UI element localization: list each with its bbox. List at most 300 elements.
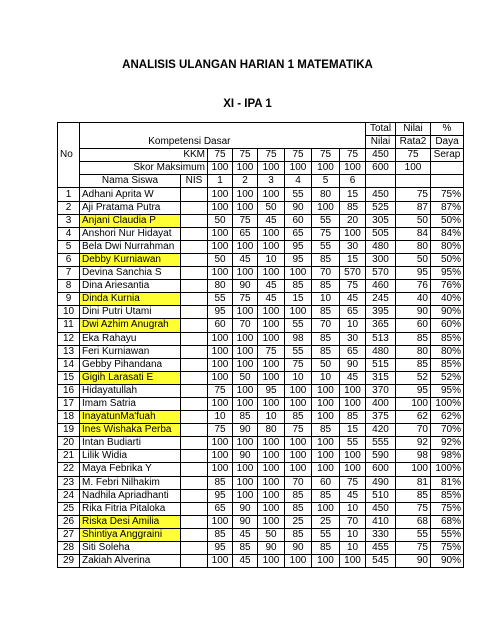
pct-cell: 92% <box>431 437 464 450</box>
score-cell: 85 <box>340 411 366 424</box>
score-cell: 85 <box>285 280 312 293</box>
score-cell: 55 <box>285 319 312 332</box>
nama-header: Nama Siswa <box>80 175 181 188</box>
avg-cell: 95 <box>396 384 431 397</box>
row-number: 25 <box>58 502 80 515</box>
score-cell: 100 <box>208 515 233 528</box>
score-cell: 100 <box>285 555 312 568</box>
score-cell: 95 <box>208 542 233 555</box>
table-row <box>58 188 464 201</box>
no-header: No <box>58 149 80 162</box>
score-cell: 55 <box>312 240 340 253</box>
score-cell: 100 <box>233 358 258 371</box>
score-cell: 100 <box>208 240 233 253</box>
avg-cell: 85 <box>396 489 431 502</box>
score-cell: 10 <box>340 528 366 541</box>
avg-cell: 52 <box>396 371 431 384</box>
score-cell: 20 <box>340 214 366 227</box>
avg-cell: 100 <box>396 397 431 410</box>
score-cell: 60 <box>285 214 312 227</box>
row-number: 15 <box>58 371 80 384</box>
nis-cell <box>181 188 208 201</box>
score-cell: 100 <box>340 384 366 397</box>
score-cell: 10 <box>258 411 285 424</box>
total-cell: 513 <box>366 332 396 345</box>
score-cell: 100 <box>258 437 285 450</box>
nis-header: NIS <box>181 175 208 188</box>
student-name: Ines Wishaka Perba <box>80 424 181 437</box>
avg-cell: 76 <box>396 280 431 293</box>
header-cell <box>233 136 366 149</box>
score-cell: 100 <box>258 555 285 568</box>
score-cell: 55 <box>312 214 340 227</box>
score-cell: 95 <box>285 240 312 253</box>
student-name: InayatunMa'fuah <box>80 411 181 424</box>
score-cell: 85 <box>208 528 233 541</box>
score-cell: 45 <box>233 528 258 541</box>
kompetensi-header: Kompetensi Dasar <box>80 136 233 149</box>
row-number: 8 <box>58 280 80 293</box>
score-cell: 100 <box>312 201 340 214</box>
score-cell: 45 <box>258 293 285 306</box>
score-cell: 100 <box>233 476 258 489</box>
nis-cell <box>181 515 208 528</box>
score-cell: 55 <box>285 345 312 358</box>
score-cell: 100 <box>285 463 312 476</box>
pct-cell: 90% <box>431 306 464 319</box>
row-number: 9 <box>58 293 80 306</box>
table-row <box>58 345 464 358</box>
nis-cell <box>181 502 208 515</box>
score-cell: 45 <box>258 280 285 293</box>
avg-cell: 90 <box>396 306 431 319</box>
table-row <box>58 319 464 332</box>
pct-cell: 70% <box>431 424 464 437</box>
score-cell: 75 <box>285 424 312 437</box>
score-cell: 75 <box>233 293 258 306</box>
score-cell: 100 <box>312 397 340 410</box>
avg-cell: 80 <box>396 345 431 358</box>
nis-cell <box>181 411 208 424</box>
score-cell: 100 <box>258 306 285 319</box>
score-cell: 90 <box>285 542 312 555</box>
score-cell: 95 <box>258 384 285 397</box>
score-cell: 100 <box>285 397 312 410</box>
score-cell: 98 <box>285 332 312 345</box>
student-name: Intan Budiarti <box>80 437 181 450</box>
row-number: 23 <box>58 476 80 489</box>
table-row <box>58 502 464 515</box>
student-name: Hidayatullah <box>80 384 181 397</box>
score-cell: 100 <box>340 450 366 463</box>
score-cell: 100 <box>312 437 340 450</box>
total-cell: 555 <box>366 437 396 450</box>
score-cell: 50 <box>208 214 233 227</box>
table-row <box>58 306 464 319</box>
row-number: 24 <box>58 489 80 502</box>
score-cell: 570 <box>340 267 366 280</box>
row-number: 13 <box>58 345 80 358</box>
score-cell: 25 <box>312 515 340 528</box>
score-cell: 100 <box>285 306 312 319</box>
pct-cell: 62% <box>431 411 464 424</box>
score-cell: 70 <box>285 476 312 489</box>
nilai-header: Nilai <box>396 123 431 136</box>
score-cell: 100 <box>208 437 233 450</box>
score-cell: 75 <box>340 280 366 293</box>
row-number: 2 <box>58 201 80 214</box>
score-cell: 45 <box>233 253 258 266</box>
nis-cell <box>181 201 208 214</box>
score-cell: 55 <box>208 293 233 306</box>
score-cell: 100 <box>258 515 285 528</box>
score-cell: 50 <box>233 371 258 384</box>
score-cell: 100 <box>233 201 258 214</box>
score-cell: 100 <box>312 411 340 424</box>
table-row <box>58 253 464 266</box>
total-cell: 490 <box>366 476 396 489</box>
nis-cell <box>181 267 208 280</box>
avg-cell: 70 <box>396 424 431 437</box>
score-cell: 100 <box>208 555 233 568</box>
score-cell: 70 <box>233 319 258 332</box>
total-cell: 525 <box>366 201 396 214</box>
page-title: ANALISIS ULANGAN HARIAN 1 MATEMATIKA <box>122 59 373 71</box>
student-rows <box>58 188 464 568</box>
kkm-value: 75 <box>258 149 285 162</box>
student-name: Lilik Widia <box>80 450 181 463</box>
score-cell: 60 <box>312 476 340 489</box>
score-cell: 70 <box>340 515 366 528</box>
score-cell: 90 <box>340 358 366 371</box>
nis-cell <box>181 463 208 476</box>
student-name: Eka Rahayu <box>80 332 181 345</box>
row-number: 26 <box>58 515 80 528</box>
score-cell: 100 <box>208 345 233 358</box>
total-cell: 365 <box>366 319 396 332</box>
pct-cell: 50% <box>431 253 464 266</box>
student-name: Adhani Aprita W <box>80 188 181 201</box>
avg-cell: 68 <box>396 515 431 528</box>
nis-cell <box>181 371 208 384</box>
student-name: Shintiya Anggraini <box>80 528 181 541</box>
nis-cell <box>181 384 208 397</box>
table-row <box>58 542 464 555</box>
nis-cell <box>181 437 208 450</box>
score-cell: 100 <box>258 240 285 253</box>
table-row <box>58 489 464 502</box>
score-cell: 100 <box>258 450 285 463</box>
row-number: 17 <box>58 397 80 410</box>
row-number: 11 <box>58 319 80 332</box>
score-cell: 100 <box>340 227 366 240</box>
score-cell: 100 <box>258 188 285 201</box>
score-cell: 85 <box>312 280 340 293</box>
score-cell: 10 <box>340 319 366 332</box>
avg-cell: 87 <box>396 201 431 214</box>
pct-cell: 85% <box>431 358 464 371</box>
skor-rata: 100 <box>396 162 431 175</box>
student-name: Nadhila Apriadhanti <box>80 489 181 502</box>
row-number: 10 <box>58 306 80 319</box>
table-row <box>58 463 464 476</box>
student-name: Gebby Pihandana <box>80 358 181 371</box>
score-cell: 100 <box>208 397 233 410</box>
score-cell: 100 <box>258 358 285 371</box>
table-row <box>58 528 464 541</box>
total-cell: 510 <box>366 489 396 502</box>
score-cell: 100 <box>258 476 285 489</box>
score-cell: 100 <box>258 332 285 345</box>
pct-cell: 75% <box>431 502 464 515</box>
total-cell: 305 <box>366 214 396 227</box>
pct-cell: 75% <box>431 542 464 555</box>
total-cell: 375 <box>366 411 396 424</box>
score-cell: 55 <box>285 188 312 201</box>
score-cell: 100 <box>312 502 340 515</box>
row-number: 20 <box>58 437 80 450</box>
score-cell: 85 <box>285 528 312 541</box>
kd-number: 6 <box>340 175 366 188</box>
pct-cell: 85% <box>431 489 464 502</box>
student-name: Feri Kurniawan <box>80 345 181 358</box>
score-cell: 100 <box>233 267 258 280</box>
student-name: Riska Desi Amilia <box>80 515 181 528</box>
score-cell: 100 <box>258 489 285 502</box>
total-cell: 245 <box>366 293 396 306</box>
nis-cell <box>181 227 208 240</box>
nis-cell <box>181 424 208 437</box>
score-cell: 100 <box>233 463 258 476</box>
row-number: 29 <box>58 555 80 568</box>
total-cell: 515 <box>366 358 396 371</box>
score-cell: 90 <box>233 502 258 515</box>
nis-cell <box>181 489 208 502</box>
score-cell: 75 <box>233 214 258 227</box>
score-cell: 90 <box>258 542 285 555</box>
score-cell: 85 <box>312 306 340 319</box>
kd-number: 1 <box>208 175 233 188</box>
score-cell: 85 <box>312 489 340 502</box>
table-row <box>58 384 464 397</box>
total-cell: 460 <box>366 280 396 293</box>
score-cell: 90 <box>233 424 258 437</box>
nis-cell <box>181 240 208 253</box>
avg-cell: 50 <box>396 214 431 227</box>
table-row <box>58 476 464 489</box>
score-cell: 65 <box>285 227 312 240</box>
total-cell: 410 <box>366 515 396 528</box>
total-cell: 545 <box>366 555 396 568</box>
row-number: 6 <box>58 253 80 266</box>
kd-number: 4 <box>285 175 312 188</box>
kkm-value: 75 <box>340 149 366 162</box>
row-number: 1 <box>58 188 80 201</box>
score-cell: 100 <box>208 463 233 476</box>
score-cell: 10 <box>285 371 312 384</box>
header-cell <box>366 175 396 188</box>
nis-cell <box>181 280 208 293</box>
kkm-value: 75 <box>208 149 233 162</box>
row-number: 22 <box>58 463 80 476</box>
score-cell: 100 <box>258 397 285 410</box>
score-cell: 85 <box>285 411 312 424</box>
score-cell: 65 <box>340 306 366 319</box>
table-row <box>58 227 464 240</box>
total-header: Total <box>366 123 396 136</box>
avg-cell: 85 <box>396 358 431 371</box>
skor-value: 100 <box>312 162 340 175</box>
serap-header: Serap <box>431 149 464 162</box>
kkm-value: 75 <box>285 149 312 162</box>
pct-cell: 95% <box>431 384 464 397</box>
skor-value: 100 <box>208 162 233 175</box>
score-cell: 80 <box>312 188 340 201</box>
avg-cell: 75 <box>396 542 431 555</box>
table-row <box>58 293 464 306</box>
student-name: Gigih Larasati E <box>80 371 181 384</box>
score-cell: 95 <box>208 306 233 319</box>
score-cell: 75 <box>208 424 233 437</box>
nis-cell <box>181 306 208 319</box>
kkm-total: 450 <box>366 149 396 162</box>
score-cell: 30 <box>340 240 366 253</box>
row-number: 7 <box>58 267 80 280</box>
score-cell: 100 <box>258 227 285 240</box>
skor-value: 100 <box>340 162 366 175</box>
score-cell: 85 <box>312 424 340 437</box>
student-name: Dini Putri Utami <box>80 306 181 319</box>
score-cell: 90 <box>285 201 312 214</box>
pct-cell: 81% <box>431 476 464 489</box>
table-header <box>58 123 464 188</box>
student-name: Aji Pratama Putra <box>80 201 181 214</box>
row-number: 27 <box>58 528 80 541</box>
score-cell: 85 <box>312 332 340 345</box>
score-cell: 95 <box>285 253 312 266</box>
score-cell: 90 <box>233 450 258 463</box>
total-cell: 505 <box>366 227 396 240</box>
row-number: 3 <box>58 214 80 227</box>
total-cell: 420 <box>366 424 396 437</box>
avg-cell: 50 <box>396 253 431 266</box>
total-cell: 400 <box>366 397 396 410</box>
nis-cell <box>181 332 208 345</box>
avg-cell: 75 <box>396 502 431 515</box>
rata2-header: Rata2 <box>396 136 431 149</box>
score-cell: 75 <box>312 227 340 240</box>
student-name: Dina Ariesantia <box>80 280 181 293</box>
score-cell: 100 <box>208 227 233 240</box>
avg-cell: 100 <box>396 463 431 476</box>
total-cell: 370 <box>366 384 396 397</box>
total-cell: 570 <box>366 267 396 280</box>
avg-cell: 84 <box>396 227 431 240</box>
table-row <box>58 437 464 450</box>
table-row <box>58 214 464 227</box>
score-cell: 45 <box>340 489 366 502</box>
score-cell: 100 <box>208 188 233 201</box>
nis-cell <box>181 358 208 371</box>
score-cell: 75 <box>208 384 233 397</box>
table-row <box>58 371 464 384</box>
nis-cell <box>181 214 208 227</box>
score-cell: 65 <box>208 502 233 515</box>
class-title: XI - IPA 1 <box>223 98 272 110</box>
pct-cell: 80% <box>431 240 464 253</box>
student-name: Dwi Azhim Anugrah <box>80 319 181 332</box>
pct-cell: 80% <box>431 345 464 358</box>
score-cell: 100 <box>340 397 366 410</box>
score-cell: 100 <box>233 437 258 450</box>
avg-cell: 60 <box>396 319 431 332</box>
nis-cell <box>181 450 208 463</box>
score-cell: 100 <box>258 502 285 515</box>
header-cell <box>431 175 464 188</box>
table-row <box>58 267 464 280</box>
score-cell: 100 <box>208 332 233 345</box>
score-cell: 100 <box>208 358 233 371</box>
pct-cell: 55% <box>431 528 464 541</box>
score-cell: 50 <box>258 201 285 214</box>
score-cell: 100 <box>312 384 340 397</box>
score-cell: 100 <box>285 437 312 450</box>
row-number: 21 <box>58 450 80 463</box>
score-cell: 85 <box>312 542 340 555</box>
avg-cell: 92 <box>396 437 431 450</box>
pct-cell: 40% <box>431 293 464 306</box>
row-number: 16 <box>58 384 80 397</box>
score-cell: 55 <box>340 437 366 450</box>
score-cell: 70 <box>312 319 340 332</box>
score-cell: 15 <box>340 424 366 437</box>
score-cell: 100 <box>208 201 233 214</box>
student-name: Devina Sanchia S <box>80 267 181 280</box>
score-cell: 75 <box>285 358 312 371</box>
score-cell: 10 <box>340 502 366 515</box>
score-cell: 100 <box>258 319 285 332</box>
table-row <box>58 201 464 214</box>
score-cell: 100 <box>312 555 340 568</box>
skor-total: 600 <box>366 162 396 175</box>
score-cell: 85 <box>233 542 258 555</box>
score-cell: 100 <box>285 450 312 463</box>
score-cell: 50 <box>258 528 285 541</box>
pct-cell: 100% <box>431 397 464 410</box>
skor-label: Skor Maksimum <box>80 162 208 175</box>
student-name: Imam Satria <box>80 397 181 410</box>
nis-cell <box>181 293 208 306</box>
table-row <box>58 397 464 410</box>
student-name: Anshori Nur Hidayat <box>80 227 181 240</box>
pct-cell: 50% <box>431 214 464 227</box>
total-cell: 590 <box>366 450 396 463</box>
score-cell: 45 <box>258 214 285 227</box>
table-row <box>58 555 464 568</box>
nis-cell <box>181 528 208 541</box>
pct-cell: 52% <box>431 371 464 384</box>
score-cell: 65 <box>340 345 366 358</box>
header-cell <box>80 123 366 136</box>
score-cell: 90 <box>233 515 258 528</box>
score-cell: 10 <box>312 371 340 384</box>
score-cell: 10 <box>340 542 366 555</box>
nis-cell <box>181 253 208 266</box>
total-cell: 600 <box>366 463 396 476</box>
nis-cell <box>181 476 208 489</box>
score-cell: 50 <box>208 253 233 266</box>
row-number: 12 <box>58 332 80 345</box>
